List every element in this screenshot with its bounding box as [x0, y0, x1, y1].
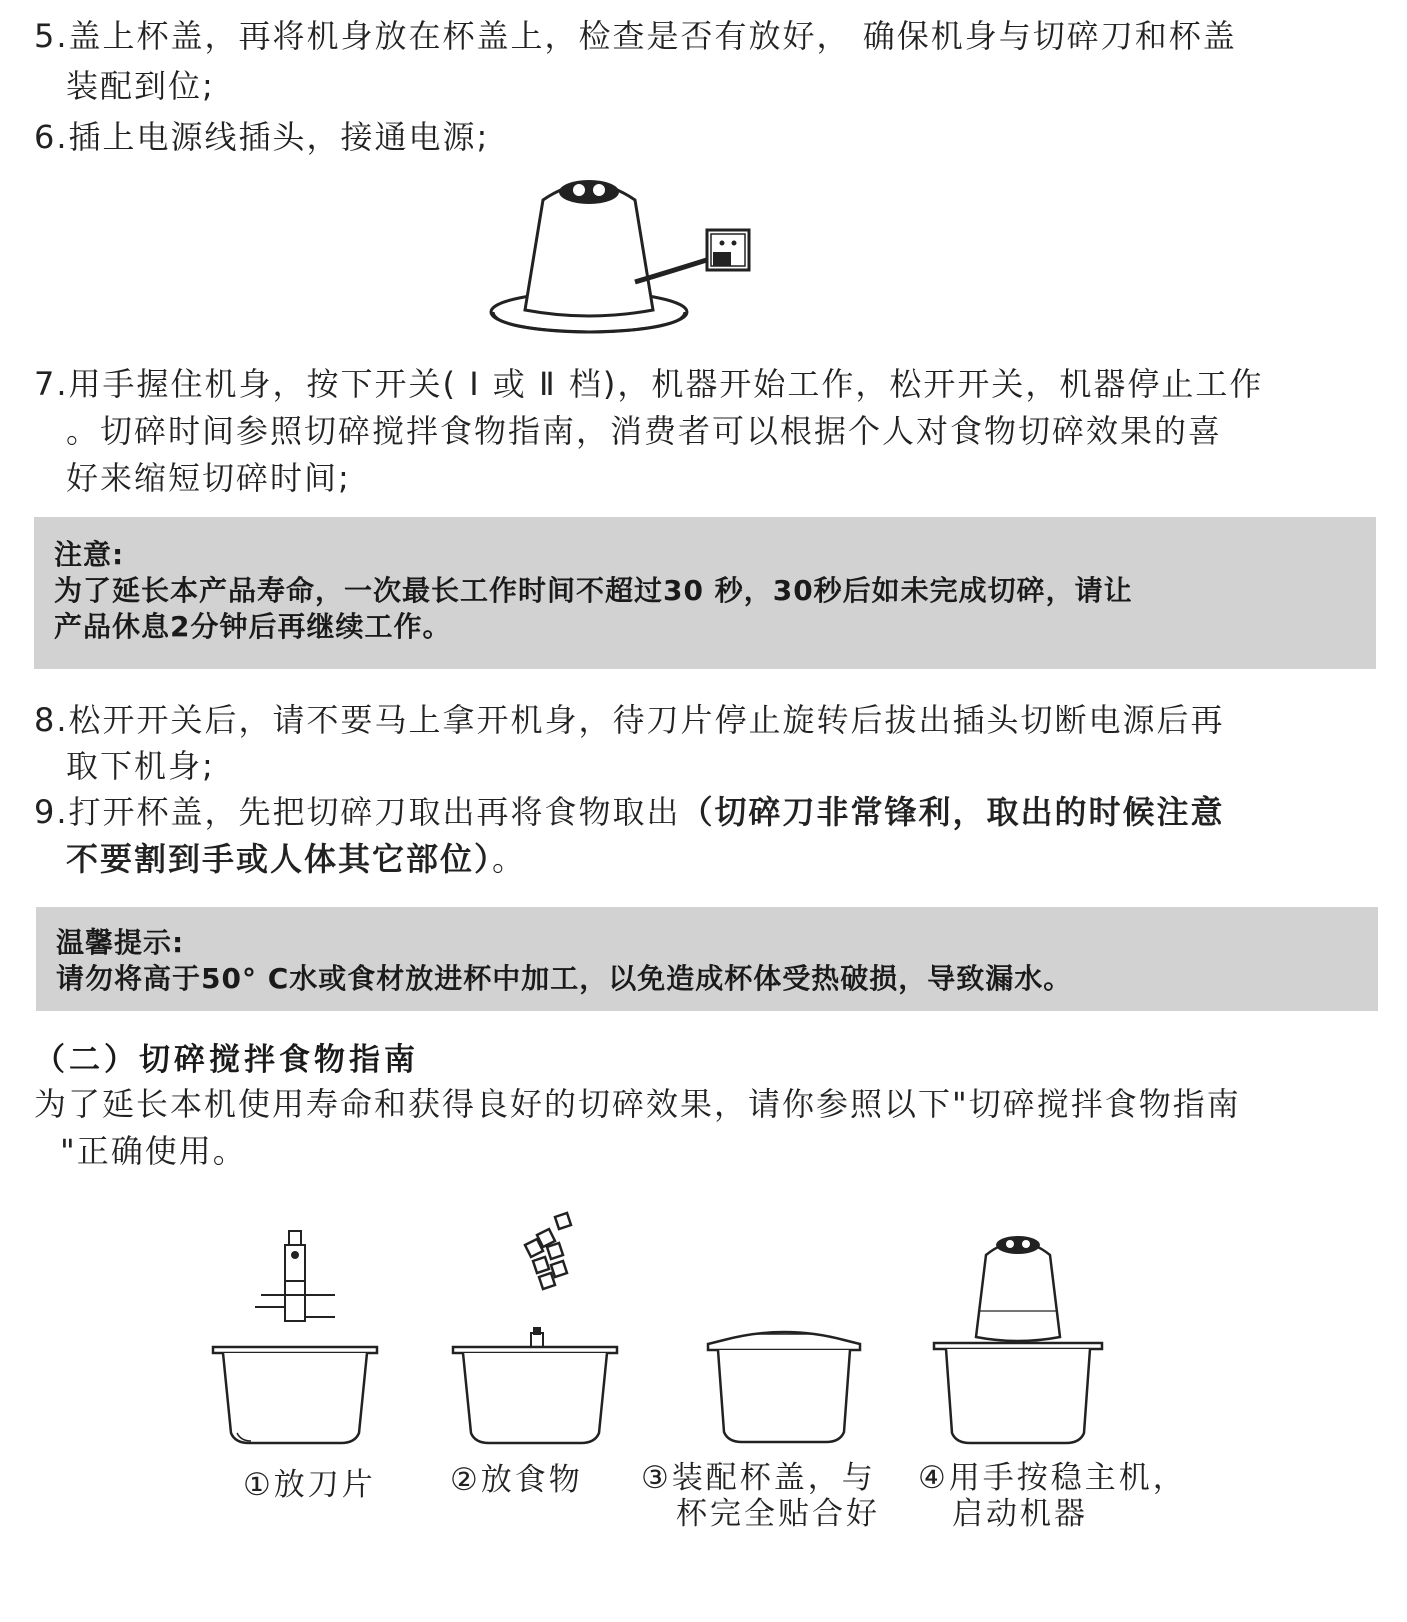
step5-text-line2: 装配到位; — [66, 67, 215, 105]
notice-title: 注意: — [54, 538, 125, 571]
notice-line2: 产品休息2分钟后再继续工作。 — [54, 610, 452, 643]
press-main-unit-illustration — [928, 1225, 1108, 1455]
chopper-plugged-in-illustration — [485, 170, 755, 340]
caption-step3-line2: 杯完全贴合好 — [676, 1496, 880, 1532]
caption-step4-line1: ④用手按稳主机， — [918, 1460, 1187, 1496]
guide-intro-line1: 为了延长本机使用寿命和获得良好的切碎效果，请你参照以下"切碎搅拌食物指南 — [34, 1085, 1241, 1123]
notice-line1: 为了延长本产品寿命，一次最长工作时间不超过30 秒，30秒后如未完成切碎，请让 — [54, 574, 1133, 607]
caption-step4-line2: 启动机器 — [952, 1496, 1088, 1532]
tip-title: 温馨提示: — [56, 926, 185, 959]
guide-intro-line2: "正确使用。 — [60, 1132, 247, 1170]
step9-bold-text: （切碎刀非常锋利，取出的时候注意 — [680, 793, 1225, 831]
guide-heading: （二）切碎搅拌食物指南 — [34, 1042, 419, 1078]
step9-end-punct: 。 — [492, 840, 527, 878]
tip-box — [36, 907, 1378, 1011]
place-blade-illustration — [205, 1225, 385, 1455]
fit-lid-illustration — [694, 1320, 874, 1455]
step9-text-line2 — [66, 839, 526, 879]
step8-text-line2: 取下机身; — [66, 747, 215, 785]
step9-text-line1 — [34, 792, 1225, 832]
caption-step1: ①放刀片 — [243, 1467, 376, 1503]
tip-line1: 请勿将高于50° C水或食材放进杯中加工，以免造成杯体受热破损，导致漏水。 — [56, 962, 1073, 995]
step5-text-line1: 5.盖上杯盖，再将机身放在杯盖上，检查是否有放好， 确保机身与切碎刀和杯盖 — [34, 17, 1237, 55]
step7-text-line3: 好来缩短切碎时间; — [66, 459, 351, 497]
add-food-illustration — [447, 1205, 627, 1455]
step7-text-line2: 。切碎时间参照切碎搅拌食物指南，消费者可以根据个人对食物切碎效果的喜 — [66, 412, 1223, 450]
step6-text: 6.插上电源线插头，接通电源; — [34, 118, 490, 156]
step7-text-line1: 7.用手握住机身，按下开关( Ⅰ 或 Ⅱ 档)，机器开始工作，松开开关，机器停止工作 — [34, 365, 1264, 403]
step9-warning-text: 不要割到手或人体其它部位） — [66, 840, 493, 878]
step8-text-line1: 8.松开开关后，请不要马上拿开机身，待刀片停止旋转后拔出插头切断电源后再 — [34, 701, 1225, 739]
caption-step3-line1: ③装配杯盖，与 — [641, 1460, 876, 1496]
step9-normal-text: 9.打开杯盖，先把切碎刀取出再将食物取出 — [34, 793, 681, 831]
notice-box — [34, 517, 1376, 669]
caption-step2: ②放食物 — [450, 1462, 583, 1498]
